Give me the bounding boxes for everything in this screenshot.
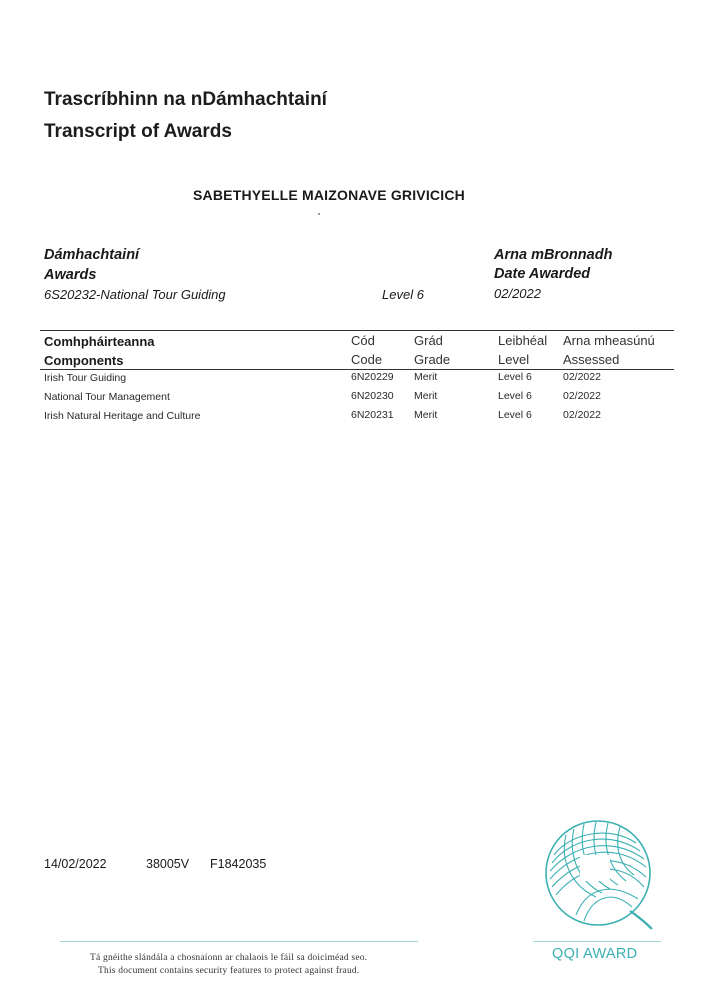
table-top-rule (40, 330, 674, 331)
component-name: National Tour Management (44, 391, 170, 403)
component-level: Level 6 (498, 371, 532, 383)
header-grade-irish: Grád (414, 333, 443, 348)
component-assessed: 02/2022 (563, 390, 601, 402)
reference-number: 38005V (146, 857, 190, 871)
component-code: 6N20231 (351, 409, 394, 421)
header-code-irish: Cód (351, 333, 375, 348)
award-name: 6S20232-National Tour Guiding (44, 287, 226, 302)
qqi-award-label: QQI AWARD (552, 946, 638, 962)
logo-divider (533, 941, 661, 942)
award-level: Level 6 (382, 287, 424, 302)
component-grade: Merit (414, 390, 438, 402)
speck-mark (318, 213, 320, 215)
security-notice-english: This document contains security features to protect against fraud. (98, 966, 360, 976)
awards-label-irish: Dámhachtainí (44, 247, 140, 263)
header-level-english: Level (498, 352, 530, 367)
component-name: Irish Natural Heritage and Culture (44, 410, 201, 422)
component-grade: Merit (414, 371, 438, 383)
learner-name: SABETHYELLE MAIZONAVE GRIVICICH (193, 187, 465, 203)
component-level: Level 6 (498, 390, 532, 402)
header-assessed-english: Assessed (563, 352, 620, 367)
header-components-english: Components (44, 353, 124, 368)
component-grade: Merit (414, 409, 438, 421)
header-components-irish: Comhpháirteanna (44, 334, 155, 349)
issue-date: 14/02/2022 (44, 857, 107, 871)
security-notice-irish: Tá gnéithe slándála a chosnaíonn ar chalaois le fáil sa doiciméad seo. (90, 953, 368, 963)
qqi-logo-icon (540, 815, 658, 935)
header-assessed-irish: Arna mheasúnú (563, 333, 655, 348)
notice-divider (60, 941, 418, 942)
header-code-english: Code (351, 352, 383, 367)
component-code: 6N20229 (351, 371, 394, 383)
header-level-irish: Leibhéal (498, 333, 548, 348)
date-awarded-label-irish: Arna mBronnadh (494, 247, 613, 263)
awards-label-english: Awards (44, 267, 97, 283)
date-awarded-value: 02/2022 (494, 286, 541, 301)
date-awarded-label-english: Date Awarded (494, 266, 591, 282)
serial-number: F1842035 (210, 857, 267, 871)
title-irish: Trascríbhinn na nDámhachtainí (44, 89, 327, 110)
title-english: Transcript of Awards (44, 121, 232, 142)
component-assessed: 02/2022 (563, 371, 601, 383)
table-header-rule (40, 369, 674, 370)
component-code: 6N20230 (351, 390, 394, 402)
component-level: Level 6 (498, 409, 532, 421)
component-assessed: 02/2022 (563, 409, 601, 421)
component-name: Irish Tour Guiding (44, 372, 127, 384)
header-grade-english: Grade (414, 352, 451, 367)
